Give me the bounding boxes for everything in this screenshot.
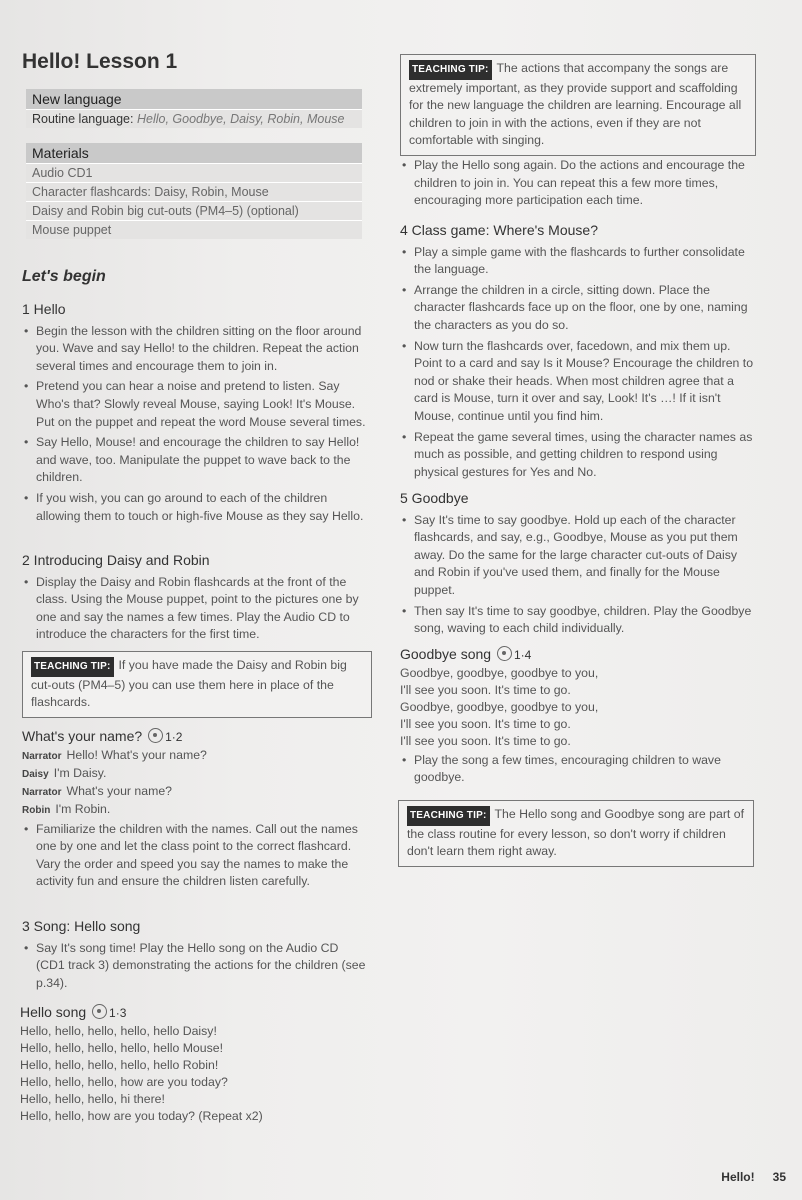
materials-item: Daisy and Robin big cut-outs (PM4–5) (optional) — [26, 201, 362, 220]
teaching-tip-box — [400, 54, 756, 156]
goodbye-song-title — [400, 646, 756, 665]
routine-language-row — [26, 109, 362, 128]
hello-bullet: • Pretend you can hear a noise and pretend to listen. Say Who's that? Slowly reveal Mouse, saying Look! It's Mouse. Put on the puppet and repeat the word Mouse several times. — [22, 378, 368, 431]
teaching-tip-tag: TEACHING TIP: — [407, 806, 490, 826]
lyric-line: Hello, hello, hello, how are you today? — [20, 1074, 228, 1089]
speaker: Daisy — [22, 768, 49, 780]
song-bullet: • Say It's song time! Play the Hello song on the Audio CD (CD1 track 3) demonstrating the actions for the children (see p.34). — [22, 940, 368, 993]
teaching-tip-box — [398, 800, 754, 867]
whats-your-name-title — [22, 728, 368, 747]
materials-item: Character flashcards: Daisy, Robin, Mouse — [26, 182, 362, 201]
class-game-bullet: • Now turn the flashcards over, facedown, and mix them up. Point to a card and say Is it Mouse? Encourage the children to nod or shake their heads. When most children agree that a card is Mouse, turn it over and say, Look! It's …! If it isn't Mouse, continue until you find him. — [400, 338, 756, 426]
goodbye-song-title-text: Goodbye song — [400, 646, 492, 662]
goodbye-bullet: • Then say It's time to say goodbye, children. Play the Goodbye song, waving to each child individually. — [400, 603, 756, 638]
audio-cd-icon — [497, 646, 512, 661]
audio-cd-icon — [148, 728, 163, 743]
introducing-heading: 2 Introducing Daisy and Robin — [22, 552, 210, 568]
lyric-line: I'll see you soon. It's time to go. — [400, 716, 571, 731]
teaching-tip-box — [22, 651, 372, 718]
teaching-tip-tag: TEACHING TIP: — [31, 657, 114, 677]
song-repeat-bullet: • Play the Hello song again. Do the actions and encourage the children to join in. You can repeat this a few more times, encouraging more participation each time. — [400, 157, 756, 210]
song-repeat-section — [400, 157, 756, 213]
hello-song-title — [20, 1004, 366, 1023]
line-text: Hello! What's your name? — [66, 747, 207, 762]
speaker: Narrator — [22, 750, 62, 762]
speaker: Narrator — [22, 786, 62, 798]
introducing-section — [22, 552, 368, 647]
goodbye-song-bullet: • Play the song a few times, encouraging children to wave goodbye. — [400, 752, 756, 787]
class-game-bullet: • Play a simple game with the flashcards to further consolidate the language. — [400, 244, 756, 279]
hello-bullet: • If you wish, you can go around to each of the children allowing them to touch or high-five Mouse as they say Hello. — [22, 490, 368, 525]
lyric-line: Hello, hello, how are you today? (Repeat x2) — [20, 1108, 263, 1123]
dialogue-line — [22, 765, 368, 783]
hello-heading: 1 Hello — [22, 301, 66, 317]
teaching-tip-tag: TEACHING TIP: — [409, 60, 492, 80]
hello-bullet: • Begin the lesson with the children sitting on the floor around you. Wave and say Hello! to the children. Repeat the action several times and encourage them to join in. — [22, 323, 368, 376]
teaching-tip-text: The actions that accompany the songs are extremely important, as they provide support and scaffolding for the new language the children are learning. Encourage all children to join in with the actions, even if they are not comfortable with singing. — [409, 61, 742, 148]
new-language-header: New language — [26, 89, 362, 109]
dialogue-line — [22, 747, 368, 765]
dialogue-line — [22, 801, 368, 819]
names-bullet: • Familiarize the children with the names. Call out the names one by one and let the class point to the correct flashcard. Vary the order and speed you say the names to make the activity fun and ensure the children listen carefully. — [22, 821, 368, 891]
teaching-tip-text: The Hello song and Goodbye song are part of the class routine for every lesson, so don't worry if children don't learn them right away. — [407, 807, 745, 859]
routine-language-label: Routine language: — [32, 112, 134, 126]
materials-item: Audio CD1 — [26, 163, 362, 182]
song-section — [22, 918, 368, 995]
page-number: 35 — [772, 1170, 786, 1184]
materials-item: Mouse puppet — [26, 220, 362, 239]
lyric-line: I'll see you soon. It's time to go. — [400, 733, 571, 748]
lyric-line: Goodbye, goodbye, goodbye to you, — [400, 699, 599, 714]
track-number: 1·4 — [513, 648, 532, 662]
dialogue-line — [22, 783, 368, 801]
goodbye-heading: 5 Goodbye — [400, 490, 469, 506]
page-footer — [703, 1170, 786, 1184]
speaker: Robin — [22, 804, 51, 816]
lesson-title: Hello! Lesson 1 — [22, 50, 178, 73]
materials-header: Materials — [26, 143, 362, 163]
new-language-box — [26, 89, 362, 128]
footer-label: Hello! — [721, 1170, 755, 1184]
line-text: I'm Robin. — [55, 801, 111, 816]
materials-box — [26, 143, 362, 239]
goodbye-section — [400, 490, 756, 641]
hello-song-lyrics — [20, 1004, 366, 1125]
teaching-tip-text: If you have made the Daisy and Robin big cut-outs (PM4–5) you can use them here in place of the flashcards. — [31, 658, 347, 710]
introducing-bullet: • Display the Daisy and Robin flashcards at the front of the class. Using the Mouse puppet, point to the pictures one by one and say the names a few times. Play the Audio CD to introduce the characters for the first time. — [22, 574, 368, 644]
hello-bullet: • Say Hello, Mouse! and encourage the children to say Hello! and wave, too. Manipulate the puppet to wave back to the children. — [22, 434, 368, 487]
track-number: 1·2 — [165, 730, 183, 744]
whats-your-name-section — [22, 728, 368, 894]
lyric-line: Hello, hello, hello, hello, hello Daisy! — [20, 1023, 217, 1038]
hello-song-title-text: Hello song — [20, 1004, 87, 1020]
whats-your-name-title-text: What's your name? — [22, 728, 143, 744]
audio-cd-icon — [92, 1004, 107, 1019]
lyric-line: Hello, hello, hello, hello, hello Mouse! — [20, 1040, 224, 1055]
lyric-line: Hello, hello, hello, hello, hello Robin! — [20, 1057, 219, 1072]
line-text: What's your name? — [66, 783, 173, 798]
class-game-section — [400, 222, 756, 484]
goodbye-bullet: • Say It's time to say goodbye. Hold up each of the character flashcards, and say, e.g., Goodbye, Mouse as you put them away. Do the same for the large character cut-outs of Daisy and Robin if you've used them, and finally for the Mouse puppet. — [400, 512, 756, 600]
routine-language-value: Hello, Goodbye, Daisy, Robin, Mouse — [136, 112, 345, 126]
line-text: I'm Daisy. — [53, 765, 107, 780]
class-game-bullet: • Arrange the children in a circle, sitting down. Place the character flashcards face up on the floor, one by one, naming the characters as you do so. — [400, 282, 756, 335]
class-game-heading: 4 Class game: Where's Mouse? — [400, 222, 598, 238]
lyric-line: Goodbye, goodbye, goodbye to you, — [400, 665, 599, 680]
lets-begin-heading: Let's begin — [22, 268, 106, 285]
class-game-bullet: • Repeat the game several times, using the character names as much as possible, and getting children to respond using physical gestures for Yes and No. — [400, 429, 756, 482]
track-number: 1·3 — [109, 1006, 127, 1020]
goodbye-song-lyrics — [400, 646, 756, 790]
song-heading: 3 Song: Hello song — [22, 918, 141, 934]
lyric-line: I'll see you soon. It's time to go. — [400, 682, 571, 697]
hello-section — [22, 301, 368, 528]
lyric-line: Hello, hello, hello, hi there! — [20, 1091, 165, 1106]
